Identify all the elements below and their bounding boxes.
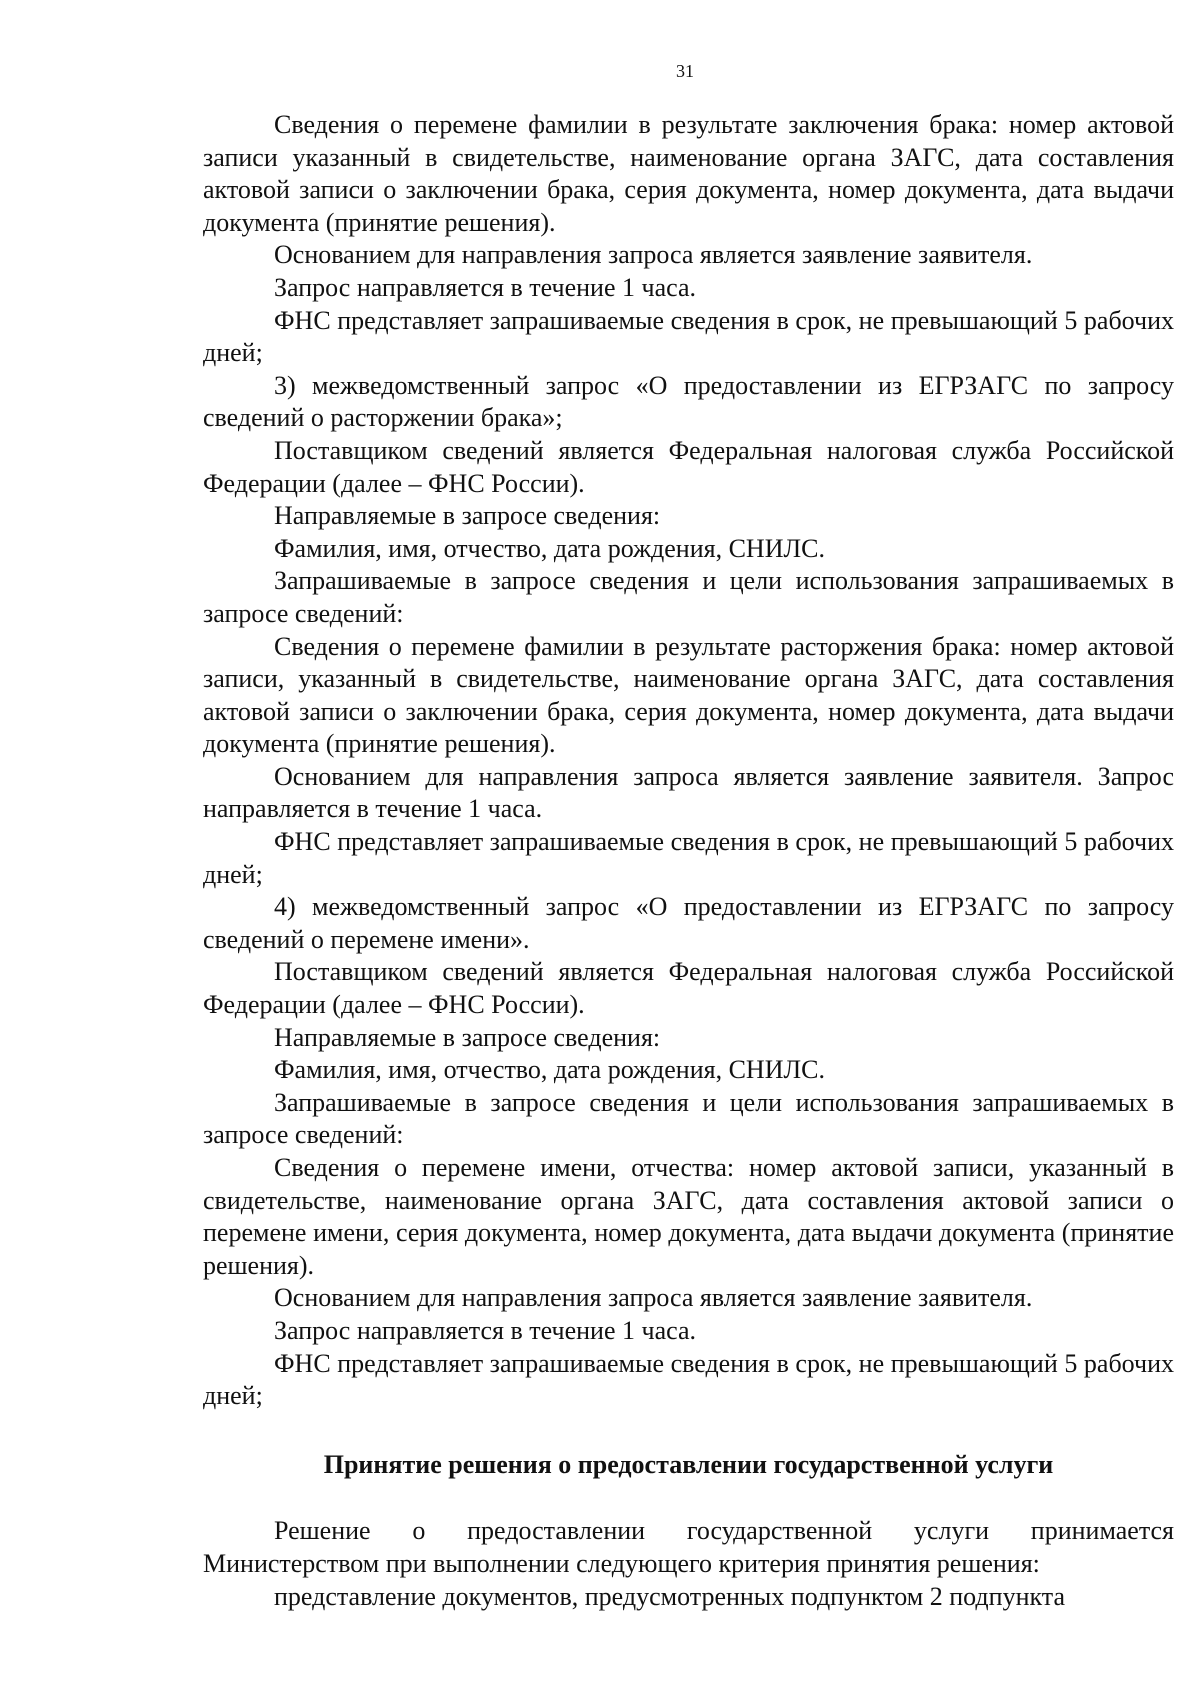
paragraph: Направляемые в запросе сведения: xyxy=(274,1022,661,1052)
paragraph: Поставщиком сведений является Федеральная налоговая служба Российской Федерации (далее – ФНС России). xyxy=(203,435,1174,498)
paragraph: представление документов, предусмотренных подпунктом 2 подпункта xyxy=(274,1581,1065,1611)
paragraph: Фамилия, имя, отчество, дата рождения, СНИЛС. xyxy=(274,533,825,563)
paragraph: 4) межведомственный запрос «О предоставлении из ЕГРЗАГС по запросу сведений о перемене имени». xyxy=(203,892,1174,954)
paragraph: Решение о предоставлении государственной услуги принимается Министерством при выполнении следующего критерия принятия решения: xyxy=(203,1516,1174,1578)
paragraph: 3) межведомственный запрос «О предоставлении из ЕГРЗАГС по запросу сведений о расторжении брака»; xyxy=(203,370,1174,433)
paragraph: Сведения о перемене имени, отчества: номер актовой записи, указанный в свидетельстве, наименование органа ЗАГС, дата составления актовой записи о перемене имени, серия документа, номер документа, дата выдачи документа (принятие решения). xyxy=(203,1153,1174,1280)
paragraph: Запрашиваемые в запросе сведения и цели использования запрашиваемых в запросе сведений: xyxy=(203,566,1174,628)
paragraph: Основанием для направления запроса является заявление заявителя. Запрос направляется в течение 1 часа. xyxy=(203,761,1174,824)
paragraph: ФНС представляет запрашиваемые сведения в срок, не превышающий 5 рабочих дней; xyxy=(203,1348,1174,1411)
paragraph: Запрашиваемые в запросе сведения и цели использования запрашиваемых в запросе сведений: xyxy=(203,1087,1174,1150)
paragraph: Запрос направляется в течение 1 часа. xyxy=(274,1315,697,1345)
paragraph: Запрос направляется в течение 1 часа. xyxy=(274,272,697,302)
page-number: 31 xyxy=(676,61,694,81)
paragraph: Сведения о перемене фамилии в результате расторжения брака: номер актовой записи, указанный в свидетельстве, наименование органа ЗАГС, дата составления актовой записи о заключении брака, серия документа, номер документа, дата выдачи документа (принятие решения). xyxy=(203,631,1174,759)
paragraph: Основанием для направления запроса является заявление заявителя. xyxy=(274,240,1033,270)
paragraph: Поставщиком сведений является Федеральная налоговая служба Российской Федерации (далее – ФНС России). xyxy=(203,957,1174,1020)
document-body xyxy=(203,109,1174,1613)
paragraph: ФНС представляет запрашиваемые сведения в срок, не превышающий 5 рабочих дней; xyxy=(203,305,1174,368)
paragraph: ФНС представляет запрашиваемые сведения в срок, не превышающий 5 рабочих дней; xyxy=(203,827,1174,889)
paragraph: Фамилия, имя, отчество, дата рождения, СНИЛС. xyxy=(274,1055,825,1085)
paragraph: Основанием для направления запроса является заявление заявителя. xyxy=(274,1283,1033,1313)
paragraph: Сведения о перемене фамилии в результате заключения брака: номер актовой записи указанный в свидетельстве, наименование органа ЗАГС, дата составления актовой записи о заключении брака, серия документа, номер документа, дата выдачи документа (принятие решения). xyxy=(203,110,1174,237)
section-heading: Принятие решения о предоставлении государственной услуги xyxy=(323,1449,1054,1479)
paragraph: Направляемые в запросе сведения: xyxy=(274,501,661,531)
